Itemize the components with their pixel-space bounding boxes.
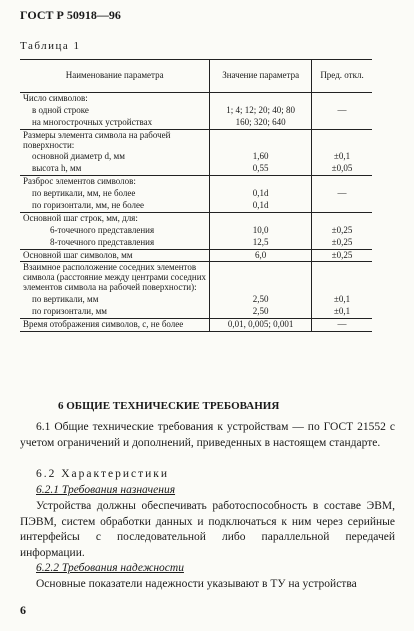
cell-parameter-value (210, 262, 312, 294)
paragraph-6-1: 6.1 Общие технические требования к устройствам — по ГОСТ 21552 с учетом ограничений и дополнений, приведенных в настоящем стандарте. (20, 421, 395, 449)
cell-tolerance (312, 117, 372, 129)
cell-tolerance (312, 200, 372, 212)
cell-tolerance: ±0,1 (333, 294, 351, 305)
cell-parameter-value: 1,60 (210, 151, 312, 163)
table-row (20, 237, 372, 249)
header-parameter-value: Значение параметра (210, 60, 312, 93)
cell-parameter-value: 160; 320; 640 (210, 117, 312, 129)
table-header-row (20, 60, 372, 93)
paragraph-6-2-2-text: Основные показатели надежности указывают в ТУ на устройства (36, 578, 357, 590)
table-row (20, 129, 372, 151)
cell-parameter-name: Основной шаг символов, мм (20, 249, 210, 262)
cell-tolerance (312, 93, 372, 105)
cell-parameter-name: высота h, мм (20, 163, 210, 175)
table-row (20, 117, 372, 129)
parameters-table (20, 59, 372, 332)
cell-tolerance: — (337, 104, 347, 115)
cell-parameter-name: по вертикали, мм, не более (20, 188, 210, 200)
table-row (20, 318, 372, 331)
cell-tolerance: ±0,05 (331, 163, 353, 174)
cell-parameter-value (210, 129, 312, 151)
cell-parameter-value: 10,0 (210, 225, 312, 237)
table-row (20, 105, 372, 117)
cell-parameter-value: 2,50 (210, 294, 312, 306)
table-row (20, 262, 372, 294)
table-row (20, 225, 372, 237)
cell-tolerance: ±0,25 (331, 224, 353, 235)
table-caption: Таблица 1 (20, 40, 81, 52)
cell-parameter-value: 0,01, 0,005; 0,001 (210, 318, 312, 331)
paragraph-6-2-1-text: Устройства должны обеспечивать работоспособность в составе ЭВМ, ПЭВМ, систем обработки данных и подключаться к ним через серийные интерфейсы с последовательной либо параллельной передачей информации. (20, 500, 395, 559)
paragraph-6-2-2: 6.2.2 Требования надежности (36, 562, 184, 574)
table-row (20, 212, 372, 224)
cell-parameter-name: Основной шаг строк, мм, для: (20, 212, 210, 224)
cell-parameter-value: 0,1d (210, 200, 312, 212)
cell-parameter-name: Разброс элементов символов: (20, 176, 210, 188)
table-row (20, 188, 372, 200)
cell-parameter-value: 12,5 (210, 237, 312, 249)
table-row (20, 93, 372, 105)
cell-parameter-name: по вертикали, мм (20, 294, 210, 306)
table-row (20, 163, 372, 175)
cell-parameter-name: по горизонтали, мм (20, 306, 210, 318)
cell-tolerance: ±0,25 (312, 249, 372, 262)
table-row (20, 306, 372, 318)
cell-tolerance (312, 212, 372, 224)
header-parameter-name: Наименование параметра (20, 60, 210, 93)
table-row (20, 176, 372, 188)
cell-tolerance: ±0,1 (333, 151, 351, 162)
cell-parameter-value: 0,55 (210, 163, 312, 175)
table-row (20, 200, 372, 212)
table-row (20, 249, 372, 262)
page-number: 6 (20, 603, 26, 617)
cell-parameter-value: 2,50 (210, 306, 312, 318)
cell-parameter-name: Взаимное расположение соседних элементов символа (расстояние между центрами соседних элементов символа на рабочей поверхности): (20, 262, 210, 294)
cell-parameter-name: 6-точечного представления (20, 225, 210, 237)
cell-tolerance (312, 129, 372, 151)
section-6-heading: 6 ОБЩИЕ ТЕХНИЧЕСКИЕ ТРЕБОВАНИЯ (58, 400, 280, 412)
table-row (20, 294, 372, 306)
cell-parameter-name: Размеры элемента символа на рабочей поверхности: (20, 129, 210, 151)
cell-tolerance (312, 262, 372, 294)
cell-parameter-value (210, 93, 312, 105)
cell-parameter-name: Время отображения символов, с, не более (20, 318, 210, 331)
cell-tolerance: — (337, 188, 347, 199)
cell-parameter-value (210, 212, 312, 224)
cell-parameter-value: 0,1d (210, 188, 312, 200)
cell-parameter-name: на многострочных устройствах (20, 117, 210, 129)
paragraph-6-2-1: 6.2.1 Требования назначения (36, 484, 176, 496)
cell-parameter-name: в одной строке (20, 105, 210, 117)
paragraph-6-2: 6.2 Характеристики (36, 468, 170, 480)
table-row (20, 151, 372, 163)
cell-parameter-value: 6,0 (210, 249, 312, 262)
cell-parameter-name: 8-точечного представления (20, 237, 210, 249)
cell-parameter-value (210, 176, 312, 188)
table-body (20, 93, 372, 332)
document-header: ГОСТ Р 50918—96 (20, 8, 121, 22)
header-tolerance: Пред. откл. (312, 60, 372, 93)
cell-parameter-name: по горизонтали, мм, не более (20, 200, 210, 212)
cell-tolerance: ±0,1 (333, 306, 351, 317)
cell-tolerance (312, 176, 372, 188)
cell-parameter-name: Число символов: (20, 93, 210, 105)
cell-parameter-value: 1; 4; 12; 20; 40; 80 (210, 105, 312, 117)
cell-tolerance: — (312, 318, 372, 331)
cell-parameter-name: основной диаметр d, мм (20, 151, 210, 163)
cell-tolerance: ±0,25 (331, 236, 353, 247)
